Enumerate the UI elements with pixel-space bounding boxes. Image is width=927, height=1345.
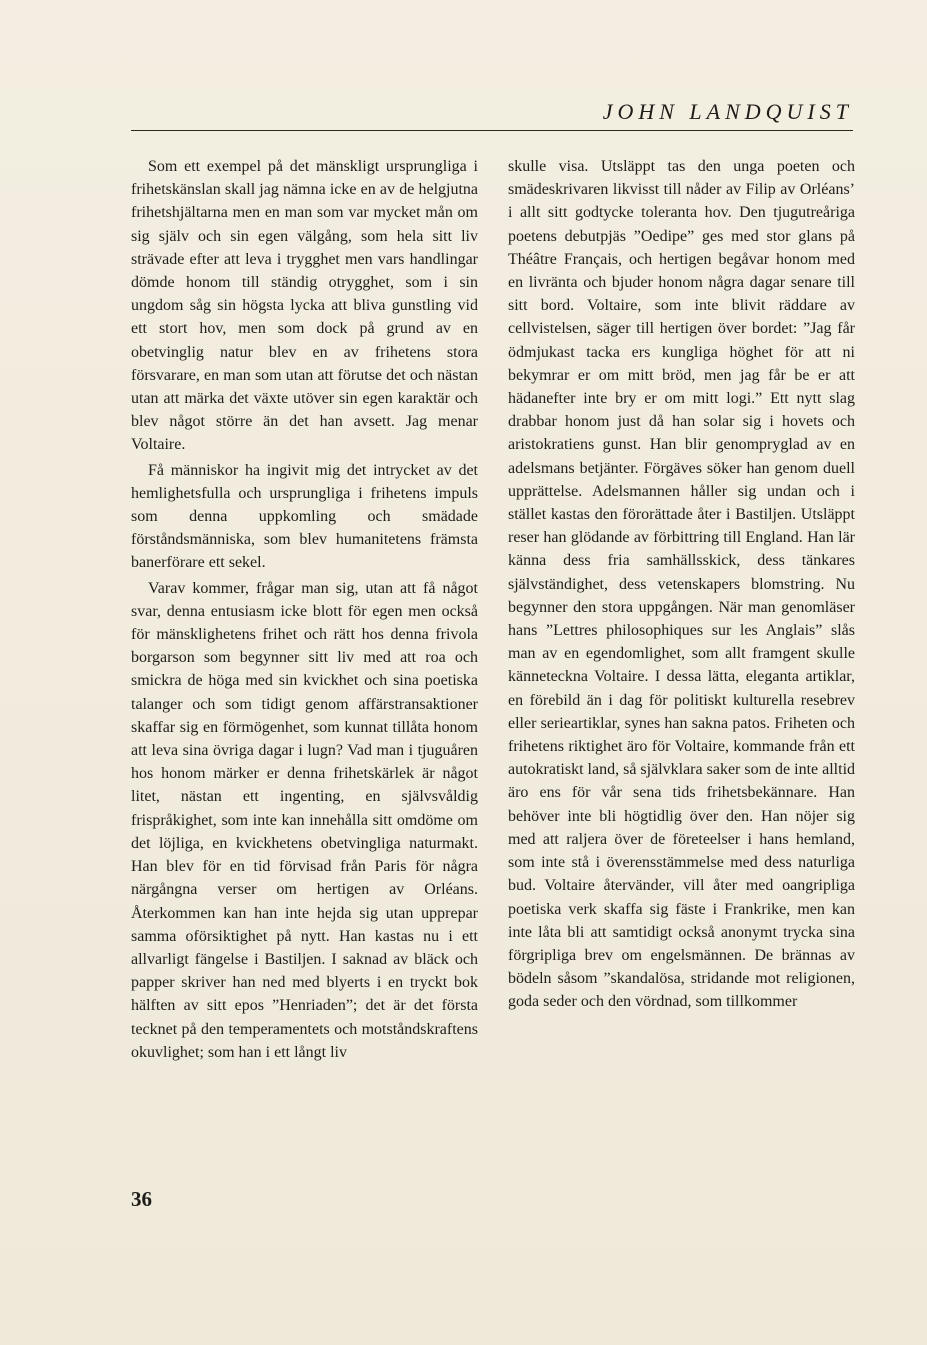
header-rule [131, 130, 853, 131]
paragraph: Som ett exempel på det mänskligt ursprungliga i frihetskänslan skall jag nämna icke en av de helgjutna frihetshjältarna men en man som var mycket mån om sig själv och sin egen välgång, som hela sitt liv strävade efter att leva i trygghet men vars handlingar dömde honom till ständig otrygghet, som i sin ungdom såg sin högsta lycka att bliva gunstling vid ett stort hov, men som dock på grund av en obetvinglig natur blev en av frihetens stora försvarare, en man som utan att förutse det och nästan utan att märka det växte utöver sin egen karaktär och blev något större än det han avsett. Jag menar Voltaire. [131, 158, 478, 454]
page-number: 36 [131, 1187, 152, 1211]
paragraph: Få människor ha ingivit mig det intrycket av det hemlighetsfulla och ursprungliga i frihetens impuls som denna uppkomling och smädade förståndsmänniska, som blev humanitetens främsta banerförare ett sekel. [131, 461, 478, 572]
left-column [131, 155, 478, 1064]
right-column [508, 155, 855, 1014]
running-head: JOHN LANDQUIST [602, 99, 853, 124]
paragraph: Varav kommer, frågar man sig, utan att få något svar, denna entusiasm icke blott för egen men också för mänsklighetens frihet och rätt hos denna frivola borgarson som begynner sitt liv med att roa och smickra de höga med sin kvickhet och sina poetiska talanger och som tidigt genom affärstransaktioner skaffar sig en förmögenhet, som kunnat tillåta honom att leva sina övriga dagar i lugn? Vad man i tjuguåren hos honom märker er denna frihetskärlek är något litet, nästan ett ingenting, en självsvåldig frispråkighet, som inte kan innehålla sitt omdöme om det löjliga, en kvickhetens obetvingliga naturmakt. Han blev för en tid förvisad från Paris för några närgångna verser om hertigen av Orléans. Återkommen kan han inte hejda sig utan upprepar samma oförsiktighet på nytt. Han kastas nu i ett allvarligt fängelse i Bastiljen. I saknad av bläck och papper skriver han ned med blyerts i en tryckt bok hälften av sitt epos ”Henriaden”; det är det första tecknet på den temperamentets och motståndskraftens okuvlighet; som han i ett långt liv [131, 579, 478, 1061]
paragraph: skulle visa. Utsläppt tas den unga poeten och smädeskrivaren likvisst till nåder av Filip av Orléans’ i allt sitt godtycke toleranta hov. Den tjugutreåriga poetens debutpjäs ”Oedipe” ges med stor glans på Théâtre Français, och hertigen begåvar honom med en livränta och bjuder honom några dagar senare till sitt bord. Voltaire, som inte blivit räddare av cellvistelsen, säger till hertigen över bordet: ”Jag får ödmjukast tacka ers kungliga höghet för att ni bekymrar er om mitt bröd, men jag får be er att hädanefter inte bry er om mitt logi.” Ett nytt slag drabbar honom just då han solar sig i hovets och aristokratiens gunst. Han blir genompryglad av en adelsmans betjänter. Förgäves söker han genom duell upprättelse. Adelsmannen håller sig undan och i stället kastas den förorättade åter i Bastiljen. Utsläppt reser han glödande av förbittring till England. Han lär känna dess fria samhällsskick, dess tänkares självständighet, dess vetenskapers blomstring. Nu begynner den stora uppgången. När man genomläser hans ”Lettres philosophiques sur les Anglais” slås man av en egendomlighet, som allt framgent skulle känneteckna Voltaire. I dessa lätta, eleganta artiklar, en förebild än i dag för politiskt kulturella resebrev eller serieartiklar, synes han sakna patos. Friheten och frihetens riktighet äro för Voltaire, kommande från ett autokratiskt land, så självklara saker som de inte alltid äro ens för vår sena tids frihetsbekännare. Han behöver inte bli högtidlig över den. Han nöjer sig med att raljera över de företeelser i hans hemland, som inte stå i överensstämmelse med dess naturliga bud. Voltaire återvänder, vill åter med oangripliga poetiska verk skaffa sig fäste i Frankrike, men kan inte låta bli att samtidigt också anonymt trycka sina förgripliga brev om engelsmännen. De brännas av bödeln såsom ”skandalösa, stridande mot religionen, goda seder och den vördnad, som tillkommer [508, 158, 856, 1011]
